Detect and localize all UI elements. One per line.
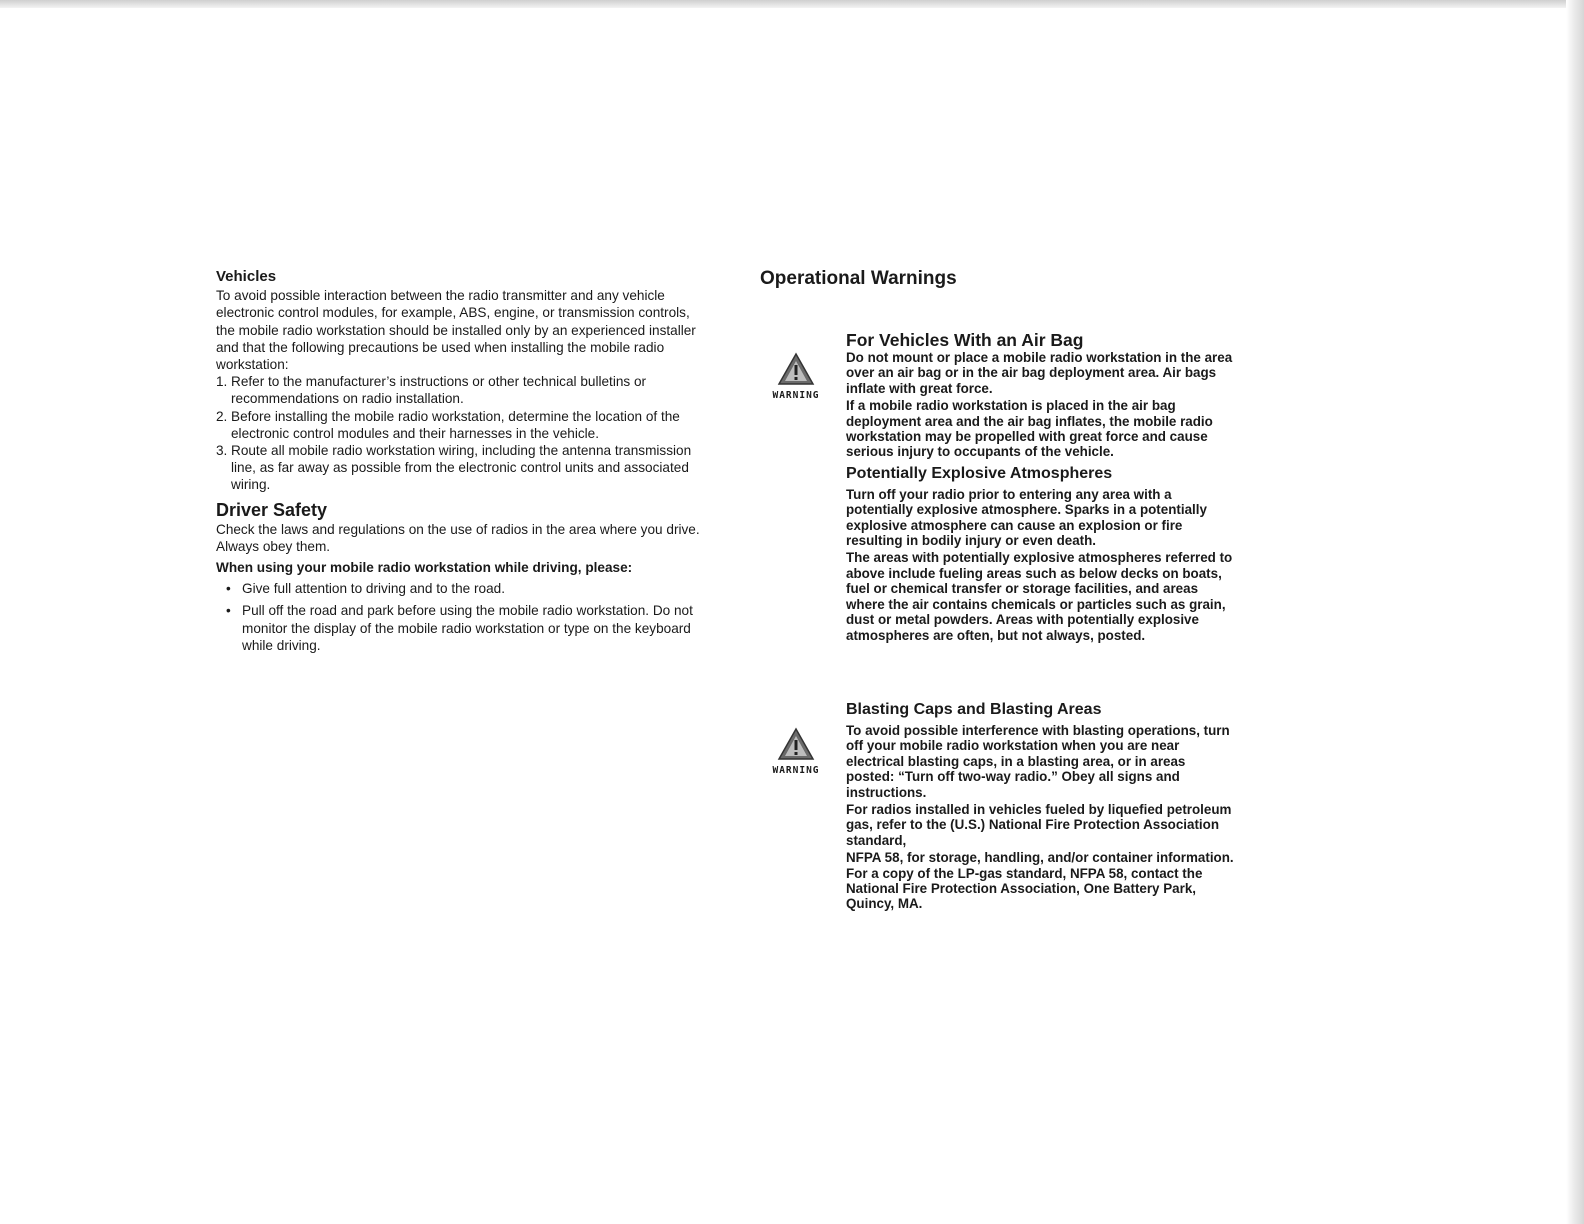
blasting-heading: Blasting Caps and Blasting Areas: [846, 701, 1102, 718]
airbag-paragraph-1: Do not mount or place a mobile radio workstation in the area over an air bag or in the air bag deployment area. Air bags inflate with great force.: [846, 350, 1233, 396]
list-item: [216, 442, 706, 494]
driver-safety-heading: Driver Safety: [216, 499, 328, 520]
warning-label: WARNING: [772, 390, 820, 401]
explosive-paragraph-2: The areas with potentially explosive atmospheres referred to above include fueling areas such as below decks on boats, fuel or chemical transfer or storage facilities, and areas where the air contains chemicals or particles such as grain, dust or metal powders. Areas with potentially explosive atmospheres are often, but not always, posted.: [846, 550, 1233, 643]
step-text: Route all mobile radio workstation wiring, including the antenna transmission line, as far away as possible from the electronic control units and associated wiring.: [231, 443, 692, 493]
step-text: Refer to the manufacturer’s instructions or other technical bulletins or recommendations on radio installation.: [231, 374, 647, 407]
blasting-paragraph-2: For radios installed in vehicles fueled by liquefied petroleum gas, refer to the (U.S.) National Fire Protection Association standard,: [846, 802, 1232, 848]
driver-intro: Check the laws and regulations on the use of radios in the area where you drive. Always obey them.: [216, 521, 700, 554]
precaution-steps: [216, 373, 706, 493]
scan-top-edge: [0, 0, 1584, 8]
step-number: 1.: [216, 374, 228, 390]
list-item: [216, 408, 706, 442]
left-column: [216, 268, 706, 659]
step-text: Before installing the mobile radio workstation, determine the location of the electronic control modules and their harnesses in the vehicle.: [231, 408, 680, 441]
warning-label: WARNING: [772, 765, 820, 776]
list-item: • Give full attention to driving and to the road.: [216, 580, 706, 597]
list-item: [216, 373, 706, 407]
warning-badge: [766, 352, 826, 401]
explosive-paragraph-1: Turn off your radio prior to entering any area with a potentially explosive atmosphere. Sparks in a potentially explosive atmosphere can cause an explosion or fire resulting in bodily injury or even death.: [846, 486, 1207, 549]
list-item: • Pull off the road and park before using the mobile radio workstation. Do not monitor the display of the mobile radio workstation or type on the keyboard while driving.: [216, 602, 706, 654]
airbag-paragraph-2: If a mobile radio workstation is placed in the air bag deployment area and the air bag inflates, the mobile radio workstation may be propelled with great force and cause serious injury to occupants of the vehicle.: [846, 398, 1213, 460]
blasting-warning-block: [846, 700, 1236, 914]
step-number: 2.: [216, 408, 228, 424]
operational-warnings-title: Operational Warnings: [760, 268, 957, 289]
scan-right-edge: [1566, 0, 1584, 1224]
warning-badge: [766, 727, 826, 776]
warning-triangle-icon: [777, 727, 815, 761]
driving-bullets: [216, 580, 706, 654]
step-number: 3.: [216, 443, 228, 459]
vehicles-heading: Vehicles: [216, 268, 277, 285]
blasting-paragraph-3: NFPA 58, for storage, handling, and/or container information. For a copy of the LP-gas standard, NFPA 58, contact the National Fire Protection Association, One Battery Park, Quincy, MA.: [846, 850, 1234, 912]
airbag-warning-block: [846, 330, 1236, 645]
driving-lead: When using your mobile radio workstation while driving, please:: [216, 560, 633, 576]
vehicles-intro: To avoid possible interaction between the radio transmitter and any vehicle electronic control modules, for example, ABS, engine, or transmission controls, the mobile radio workstation should be installed only by an experienced installer and that the following precautions be used when installing the mobile radio workstation:: [216, 288, 696, 373]
explosive-heading: Potentially Explosive Atmospheres: [846, 464, 1113, 482]
warning-triangle-icon: [777, 352, 815, 386]
airbag-heading: For Vehicles With an Air Bag: [846, 330, 1084, 350]
blasting-paragraph-1: To avoid possible interference with blasting operations, turn off your mobile radio workstation when you are near electrical blasting caps, in a blasting area, or in areas posted: “Turn off two-way radio.” Obey all signs and instructions.: [846, 723, 1230, 800]
